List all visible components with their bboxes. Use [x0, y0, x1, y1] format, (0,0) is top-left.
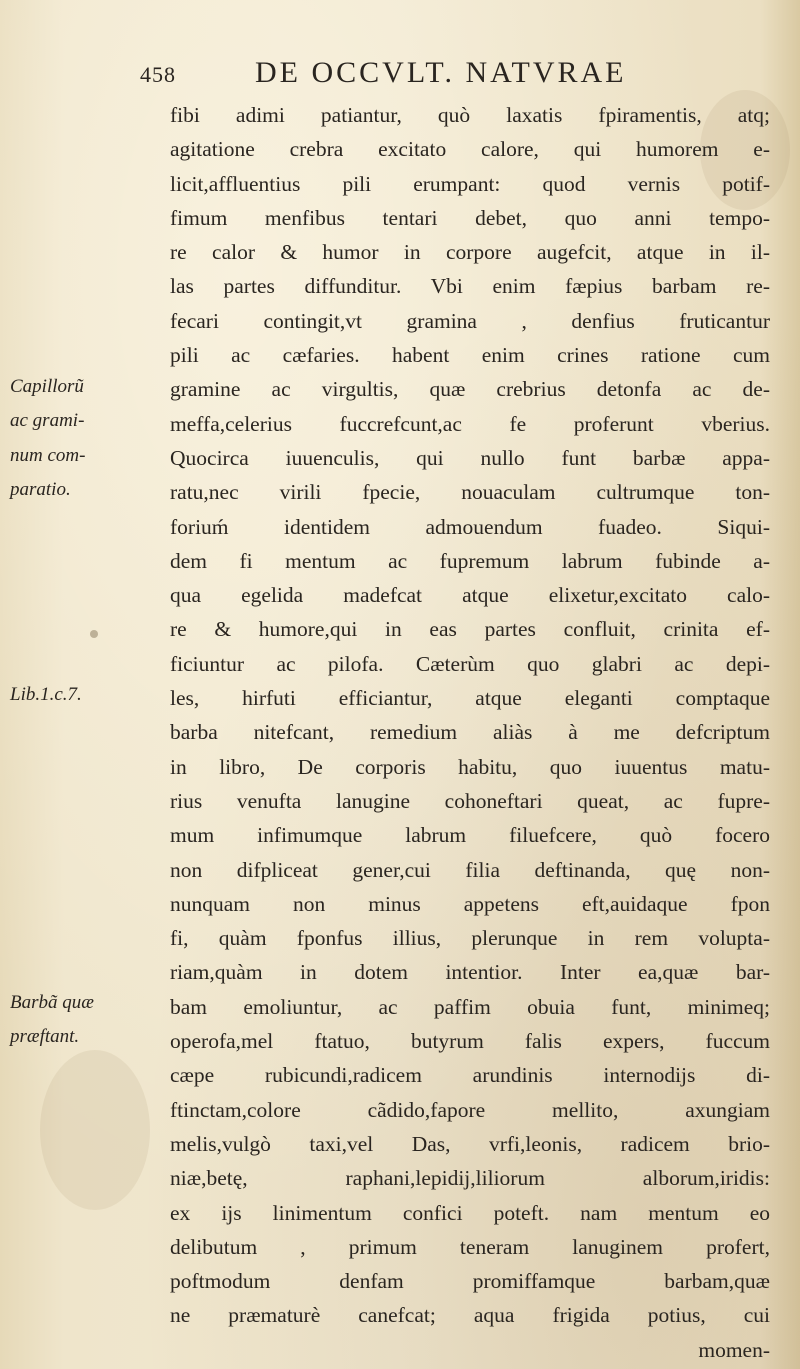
text-line: nunquam non minus appetens eft,auidaque fpon	[170, 891, 770, 916]
margin-note-hair-grass	[10, 370, 170, 507]
text-line: in libro, De corporis habitu, quo iuuentus matu-	[170, 754, 770, 779]
text-line: meffa,celerius fuccrefcunt,ac fe proferunt vberius.	[170, 411, 770, 436]
text-line: operofa,mel ftatuo, butyrum falis expers, fuccum	[170, 1029, 770, 1054]
text-line: re calor & humor in corpore augefcit, atque in il-	[170, 240, 770, 265]
text-line: ne præmaturè canefcat; aqua frigida potius, cui	[170, 1303, 770, 1328]
text-line: rius venufta lanugine cohoneftari queat, ac fupre-	[170, 788, 770, 813]
text-line: las partes diffunditur. Vbi enim fæpius barbam re-	[170, 274, 770, 299]
text-line: re & humore,qui in eas partes confluit, crinita ef-	[170, 617, 770, 642]
page-number: 458	[140, 62, 176, 87]
margin-note-line: paratio.	[10, 478, 71, 500]
text-line: riam,quàm in dotem intentior. Inter ea,quæ bar-	[170, 960, 770, 985]
margin-note-line: num com-	[10, 444, 86, 466]
body-text	[170, 98, 770, 1367]
text-line: bam emoliuntur, ac paffim obuia funt, minimeq;	[170, 994, 770, 1019]
text-line: ex ijs linimentum confici poteft. nam mentum eo	[170, 1200, 770, 1225]
text-line: cæpe rubicundi,radicem arundinis internodijs di-	[170, 1063, 770, 1088]
text-line: barba nitefcant, remedium aliàs à me defcriptum	[170, 720, 770, 745]
text-line: poftmodum denfam promiffamque barbam,quæ	[170, 1269, 770, 1294]
text-line: dem fi mentum ac fupremum labrum fubinde a-	[170, 548, 770, 573]
margin-note-line: ac grami-	[10, 410, 85, 432]
ink-blot	[90, 630, 98, 638]
text-line: delibutum , primum teneram lanuginem profert,	[170, 1234, 770, 1259]
text-line: qua egelida madefcat atque elixetur,excitato calo-	[170, 583, 770, 608]
running-title: DE OCCVLT. NATVRAE	[255, 56, 627, 89]
text-line: ratu,nec virili fpecie, nouaculam cultrumque ton-	[170, 480, 770, 505]
text-line: ftinctam,colore cãdido,fapore mellito, axungiam	[170, 1097, 770, 1122]
margin-note-line: Lib.1.c.7.	[10, 684, 82, 705]
text-line: Quocirca iuuenculis, qui nullo funt barbæ appa-	[170, 445, 770, 470]
text-line: mum infimumque labrum filuefcere, quò focero	[170, 823, 770, 848]
margin-note-line: Capillorũ	[10, 376, 84, 397]
text-line: fimum menfibus tentari debet, quo anni tempo-	[170, 205, 770, 230]
margin-note-reference	[10, 678, 170, 712]
text-line: niæ,betę, raphani,lepidij,liliorum alborum,iridis:	[170, 1166, 770, 1191]
text-line: fibi adimi patiantur, quò laxatis fpiramentis, atq;	[170, 103, 770, 127]
paper-stain	[40, 1050, 150, 1210]
text-line: gramine ac virgultis, quæ crebrius detonfa ac de-	[170, 377, 770, 402]
text-line: fecari contingit,vt gramina , denfius fruticantur	[170, 308, 770, 333]
page-header	[0, 56, 800, 96]
text-line: foriuḿ identidem admouendum fuadeo. Siqui-	[170, 514, 770, 539]
text-line: pili ac cæfaries. habent enim crines ratione cum	[170, 343, 770, 368]
text-line: agitatione crebra excitato calore, qui humorem e-	[170, 137, 770, 162]
margin-note-line: præftant.	[10, 1026, 80, 1048]
catchword: momen-	[698, 1337, 770, 1362]
text-line: non difpliceat gener,cui filia deftinanda, quę non-	[170, 857, 770, 882]
text-line: melis,vulgò taxi,vel Das, vrfi,leonis, radicem brio-	[170, 1131, 770, 1156]
text-line: les, hirfuti efficiantur, atque eleganti comptaque	[170, 686, 770, 711]
margin-note-line: Barbã quæ	[10, 992, 94, 1013]
text-line: licit,affluentius pili erumpant: quod vernis potif-	[170, 171, 770, 196]
text-line: ficiuntur ac pilofa. Cæterùm quo glabri ac depi-	[170, 651, 770, 676]
margin-note-beard	[10, 986, 170, 1055]
text-line: fi, quàm fponfus illius, plerunque in rem volupta-	[170, 926, 770, 951]
